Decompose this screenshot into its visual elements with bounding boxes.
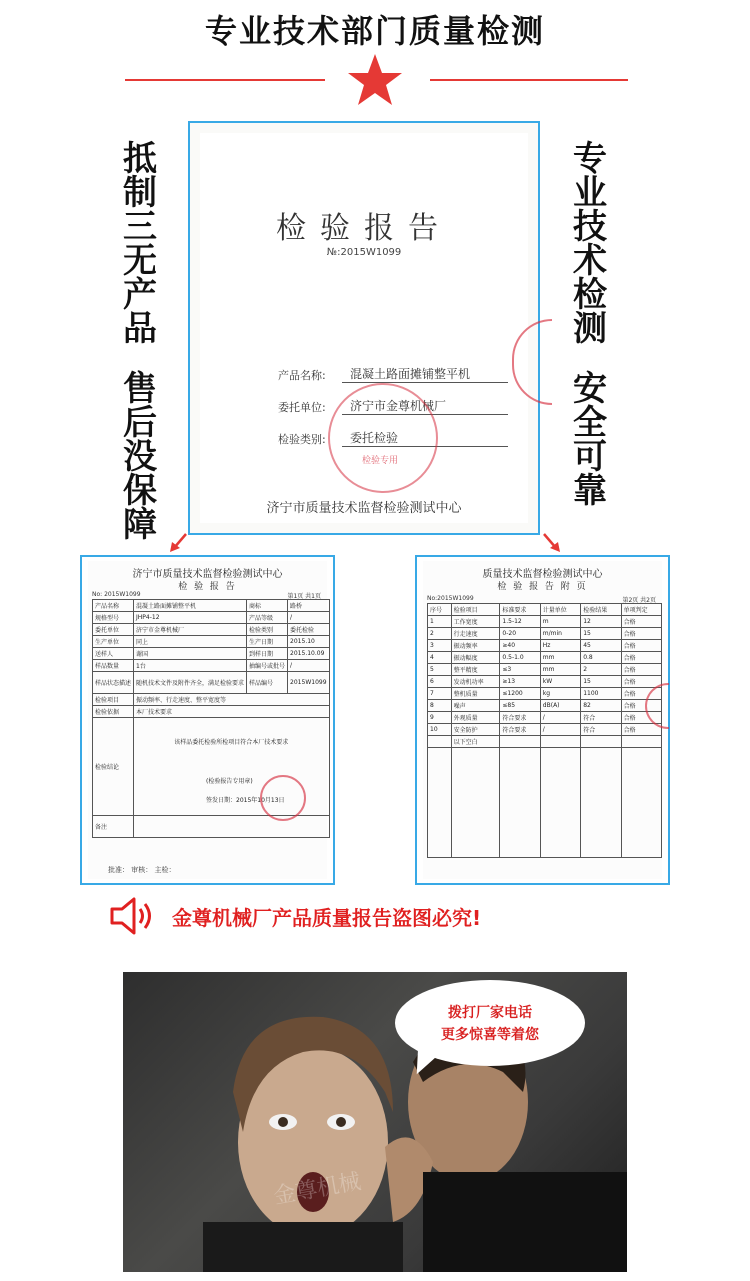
- appendix-title: 质量技术监督检验测试中心: [482, 569, 603, 580]
- table-row: 1 工作宽度 1.5-12 m 12 合格: [428, 616, 662, 628]
- side-slogan-left: 抵 制 三 无 产 品 售 后 没 保 障: [123, 139, 157, 545]
- star-icon: [347, 52, 403, 108]
- table-row: 9 外观质量 符合要求 / 符合 合格: [428, 712, 662, 724]
- report-signatures: 批准： 审核： 主检：: [108, 866, 176, 874]
- table-row: [428, 748, 662, 858]
- table-row: 3 振动频率 ≥40 Hz 45 合格: [428, 640, 662, 652]
- table-row: 8 噪声 ≤85 dB(A) 82 合格: [428, 700, 662, 712]
- table-row: 4 振动幅度 0.5-1.0 mm 0.8 合格: [428, 652, 662, 664]
- report-org: 济宁市质量技术监督检验测试中心: [132, 569, 283, 580]
- report-page-right: [415, 555, 670, 885]
- report-page: 第1页 共1页: [287, 593, 321, 600]
- copyright-warning: [108, 896, 628, 936]
- bubble-line-1: 拨打厂家电话: [448, 1005, 532, 1021]
- promo-photo: [123, 972, 627, 1272]
- table-row: 检验项目 振动频率、行走速度、整平宽度等: [93, 694, 330, 706]
- report-number: No: 2015W1099: [92, 591, 141, 598]
- certificate-cover: [188, 121, 540, 535]
- speaker-icon: [108, 896, 160, 936]
- main-title: 专业技术部门质量检测: [204, 12, 545, 50]
- table-row: 5 整平精度 ≤3 mm 2 合格: [428, 664, 662, 676]
- report-page-left: [80, 555, 335, 885]
- table-row: 检验依据 本厂技术要求: [93, 706, 330, 718]
- divider-right: [430, 79, 628, 81]
- seal-edge: [512, 319, 552, 405]
- table-row: 备注: [93, 816, 330, 838]
- table-row: 样品数量 1台 抽编号或批号 /: [93, 660, 330, 672]
- table-row: 2 行走速度 0-20 m/min 15 合格: [428, 628, 662, 640]
- field-product: 产品名称: 混凝土路面摊铺整平机: [278, 363, 518, 383]
- appendix-page: 第2页 共2页: [622, 597, 656, 604]
- table-row: 规格型号 JHP4-12 产品等级 /: [93, 612, 330, 624]
- table-row: 6 发动机功率 ≥13 kW 15 合格: [428, 676, 662, 688]
- table-row: 样品状态描述 随机技术文件及附件齐全，满足检验要求 样品编号 2015W1099: [93, 672, 330, 694]
- report-seal: [260, 775, 306, 821]
- table-row: 10 安全防护 符合要求 / 符合 合格: [428, 724, 662, 736]
- seal-text: 检验专用: [362, 456, 399, 466]
- table-row: 以下空白: [428, 736, 662, 748]
- table-row: 委托单位 济宁市金尊机械厂 检验类别 委托检验: [93, 624, 330, 636]
- divider-left: [125, 79, 325, 81]
- appendix-number: No:2015W1099: [427, 595, 474, 602]
- table-row: 产品名称 混凝土路面摊铺整平机 商标 路桥: [93, 600, 330, 612]
- side-slogan-right: 专 业 技 术 检 测 安 全 可 靠: [573, 139, 607, 511]
- stamp-label: (检验报告专用章): [206, 778, 253, 785]
- table-row: 7 整机质量 ≤1200 kg 1100 合格: [428, 688, 662, 700]
- certificate-issuer: 济宁市质量技术监督检验测试中心: [266, 501, 462, 516]
- certificate-title: 检验报告: [276, 211, 452, 246]
- watermark: 金尊机械: [271, 1169, 363, 1210]
- table-row: 送样人 谢国 到样日期 2015.10.09: [93, 648, 330, 660]
- arrow-down-left-icon: [168, 532, 190, 554]
- seal-stamp: [328, 383, 438, 493]
- table-row: 检验结论 该样品委托检验所检项目符合本厂技术要求 (检验报告专用章) 签发日期：2015年10月13日: [93, 718, 330, 816]
- table-row: 生产单位 同上 生产日期 2015.10: [93, 636, 330, 648]
- field-category: 检验类别: 委托检验: [278, 427, 518, 447]
- report-title: 检 验 报 告: [178, 582, 237, 592]
- report-conclusion: 该样品委托检验所检项目符合本厂技术要求: [174, 739, 289, 746]
- appendix-table: [427, 603, 662, 858]
- warning-text: 金尊机械厂产品质量报告盗图必究!: [172, 906, 482, 930]
- arrow-down-right-icon: [540, 532, 562, 554]
- field-client: 委托单位: 济宁市金尊机械厂: [278, 395, 518, 415]
- sign-date: 签发日期：2015年10月13日: [206, 797, 285, 804]
- appendix-subtitle: 检 验 报 告 附 页: [497, 582, 588, 592]
- bubble-line-2: 更多惊喜等着您: [441, 1027, 539, 1043]
- table-header: 序号 检验项目 标准要求 计量单位 检验结果 单项判定: [428, 604, 662, 616]
- certificate-number: №:2015W1099: [326, 247, 402, 258]
